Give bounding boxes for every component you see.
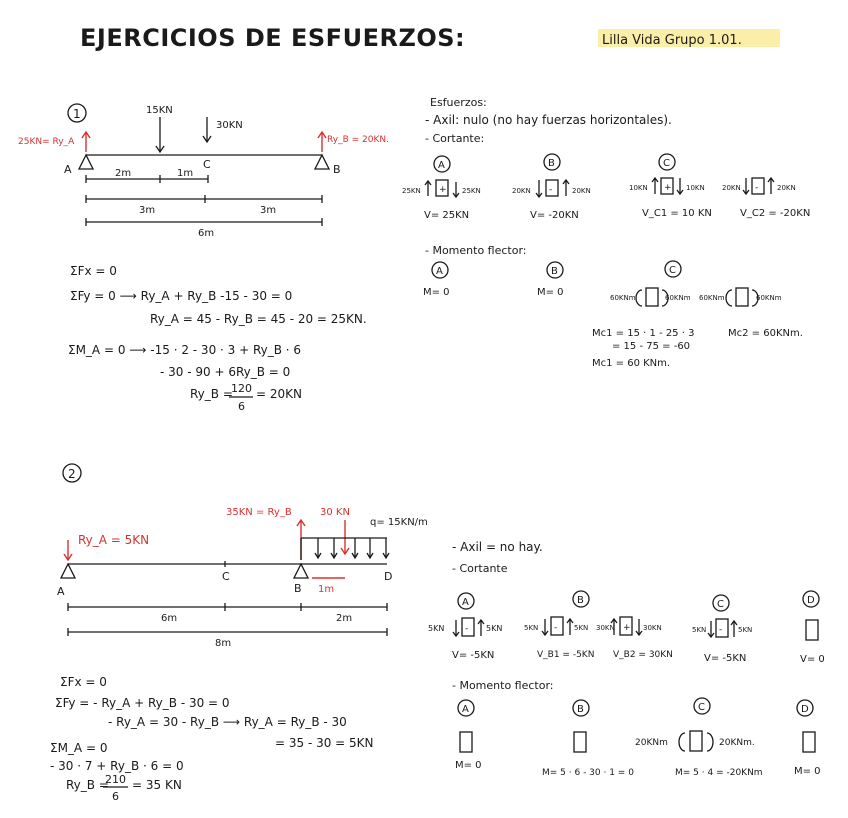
dim-2m: 2m — [115, 168, 132, 179]
svg-text:V= 25KN: V= 25KN — [424, 210, 470, 221]
svg-text:B: B — [577, 704, 584, 715]
page-title: EJERCICIOS DE ESFUERZOS: — [80, 24, 466, 52]
moment-section-a — [423, 262, 450, 298]
svg-text:C: C — [698, 702, 705, 713]
point-a-2: A — [57, 585, 65, 598]
q-label: q= 15KN/m — [370, 517, 428, 528]
eq2-ma-1: - 30 · 7 + Ry_B · 6 = 0 — [50, 759, 184, 773]
svg-text:M= 5 · 4 = -20KNm: M= 5 · 4 = -20KNm — [675, 768, 763, 778]
dim-1m: 1m — [177, 168, 194, 179]
eq-fy-1: ΣFy = 0 ⟶ Ry_A + Ry_B -15 - 30 = 0 — [70, 289, 293, 303]
svg-text:A: A — [462, 704, 469, 715]
point-c-2: C — [222, 570, 230, 583]
svg-text:A: A — [438, 160, 445, 171]
shear2-section-a — [428, 593, 502, 661]
support-a-2 — [61, 564, 75, 578]
shear2-section-b1 — [524, 591, 594, 660]
support-a — [79, 155, 93, 169]
eq-ryb-label: Ry_B = — [190, 387, 233, 401]
eq2-ma-0: ΣM_A = 0 — [50, 741, 108, 755]
svg-text:M= 0: M= 0 — [537, 287, 564, 298]
svg-text:5KN: 5KN — [524, 624, 539, 632]
svg-text:B: B — [577, 595, 584, 606]
eq2-ryb-result: = 35 KN — [132, 778, 182, 792]
svg-text:M= 5 · 6 - 30 · 1 = 0: M= 5 · 6 - 30 · 1 = 0 — [542, 768, 634, 778]
svg-text:-: - — [549, 185, 553, 195]
svg-text:V_C1 = 10 KN: V_C1 = 10 KN — [642, 208, 712, 219]
svg-text:V= -5KN: V= -5KN — [704, 653, 747, 664]
esfuerzos-heading: Esfuerzos: — [430, 96, 487, 109]
svg-text:5KN: 5KN — [574, 624, 589, 632]
svg-text:30KN: 30KN — [596, 624, 615, 632]
mc1-line-2: = 15 - 75 = -60 — [612, 341, 691, 352]
exercise-number-2: 2 — [68, 467, 76, 481]
eq-fy-2: Ry_A = 45 - Ry_B = 45 - 20 = 25KN. — [150, 312, 367, 326]
mc1-result: Mc1 = 60 KNm. — [592, 358, 671, 369]
shear2-section-d — [800, 591, 825, 665]
eq-ma-1: ΣM_A = 0 ⟶ -15 · 2 - 30 · 3 + Ry_B · 6 — [68, 343, 302, 357]
dim-2m-2: 2m — [336, 613, 353, 624]
svg-text:25KN: 25KN — [402, 187, 421, 195]
svg-text:M= 0: M= 0 — [455, 760, 482, 771]
reaction-a-label: 25KN= Ry_A — [18, 137, 75, 147]
dim-3m-right: 3m — [260, 205, 277, 216]
cortante-heading: - Cortante: — [425, 132, 485, 145]
eq2-ryb-label: Ry_B = — [66, 778, 109, 792]
eq2-ryb-num: 210 — [105, 773, 126, 786]
svg-text:-: - — [465, 624, 469, 634]
svg-text:20KNm: 20KNm — [635, 738, 668, 748]
svg-text:B: B — [548, 158, 555, 169]
eq-ryb-num: 120 — [231, 382, 252, 395]
svg-text:+: + — [439, 185, 447, 195]
eq2-fy-2: - Ry_A = 30 - Ry_B ⟶ Ry_A = Ry_B - 30 — [108, 715, 347, 729]
svg-text:5KN: 5KN — [738, 626, 753, 634]
svg-text:+: + — [664, 183, 672, 193]
svg-text:M= 0: M= 0 — [423, 287, 450, 298]
eq2-fy-1: ΣFy = - Ry_A + Ry_B - 30 = 0 — [55, 696, 230, 710]
eq2-fy-3: = 35 - 30 = 5KN — [275, 736, 374, 750]
eq2-ryb-den: 6 — [112, 790, 119, 803]
svg-text:+: + — [623, 623, 631, 633]
shear2-section-b2 — [596, 617, 673, 660]
point-d-2: D — [384, 570, 393, 583]
svg-text:-: - — [719, 625, 723, 635]
moment2-section-c — [635, 698, 763, 778]
shear-section-a — [402, 156, 481, 221]
eq-ryb-result: = 20KN — [256, 387, 302, 401]
svg-text:V_B1 = -5KN: V_B1 = -5KN — [537, 650, 595, 660]
svg-text:-: - — [755, 183, 759, 193]
dim-6m-2: 6m — [161, 613, 178, 624]
dim-3m-left: 3m — [139, 205, 156, 216]
reaction-a2-label: Ry_A = 5KN — [78, 533, 150, 547]
dim-6m: 6m — [198, 228, 215, 239]
svg-text:-: - — [554, 623, 558, 633]
svg-text:10KN: 10KN — [686, 184, 705, 192]
shear2-section-c — [692, 595, 752, 664]
svg-text:D: D — [801, 704, 809, 715]
eq-fx: ΣFx = 0 — [70, 264, 117, 278]
svg-text:20KN: 20KN — [512, 187, 531, 195]
eq-ma-2: - 30 - 90 + 6Ry_B = 0 — [160, 365, 291, 379]
author-name: Lilla Vida Grupo 1.01. — [602, 33, 742, 48]
mc1-line-1: Mc1 = 15 · 1 - 25 · 3 — [592, 328, 695, 339]
moment2-section-d — [794, 700, 821, 777]
shear-section-c1 — [629, 154, 712, 219]
svg-text:60KNm: 60KNm — [665, 294, 691, 302]
svg-text:V_C2 = -20KN: V_C2 = -20KN — [740, 208, 811, 219]
svg-text:B: B — [551, 266, 558, 277]
cortante-heading-2: - Cortante — [452, 562, 508, 575]
svg-text:5KN: 5KN — [692, 626, 707, 634]
dim-8m-2: 8m — [215, 638, 232, 649]
point-a: A — [64, 163, 72, 176]
svg-text:60KNm: 60KNm — [610, 294, 636, 302]
load-15-label: 15KN — [146, 105, 173, 116]
svg-text:A: A — [462, 597, 469, 608]
svg-text:20KN: 20KN — [777, 184, 796, 192]
eq-ryb-den: 6 — [238, 400, 245, 413]
load-30-label-2: 30 KN — [320, 507, 350, 518]
axil-text-2: - Axil = no hay. — [452, 540, 543, 554]
svg-text:10KN: 10KN — [629, 184, 648, 192]
svg-text:C: C — [717, 599, 724, 610]
svg-text:60KNm: 60KNm — [756, 294, 782, 302]
svg-text:C: C — [669, 265, 676, 276]
svg-text:5KN: 5KN — [486, 624, 503, 633]
reaction-b2-label: 35KN = Ry_B — [226, 507, 292, 518]
svg-text:V= -20KN: V= -20KN — [530, 210, 579, 221]
svg-text:A: A — [436, 266, 443, 277]
dim-1m-2: 1m — [318, 584, 335, 595]
svg-text:20KN: 20KN — [722, 184, 741, 192]
point-b-2: B — [294, 582, 302, 595]
exercise-number: 1 — [73, 107, 81, 121]
point-c: C — [203, 158, 211, 171]
point-b: B — [333, 163, 341, 176]
moment2-section-a — [455, 700, 482, 771]
svg-text:5KN: 5KN — [428, 624, 445, 633]
support-b-2 — [294, 564, 308, 578]
eq2-fx: ΣFx = 0 — [60, 675, 107, 689]
svg-text:20KN: 20KN — [572, 187, 591, 195]
momento-heading-2: - Momento flector: — [452, 679, 554, 692]
svg-text:20KNm.: 20KNm. — [719, 738, 755, 748]
svg-text:V_B2 = 30KN: V_B2 = 30KN — [613, 650, 673, 660]
moment-section-b — [537, 262, 564, 298]
shear-section-c2 — [722, 178, 810, 219]
mc2-result: Mc2 = 60KNm. — [728, 328, 803, 339]
svg-text:C: C — [663, 158, 670, 169]
reaction-b-label: Ry_B = 20KN. — [327, 135, 389, 145]
svg-text:25KN: 25KN — [462, 187, 481, 195]
svg-text:V= 0: V= 0 — [800, 654, 825, 665]
svg-text:60KNm: 60KNm — [699, 294, 725, 302]
support-b — [315, 155, 329, 169]
moment2-section-b — [542, 700, 634, 778]
load-30-label: 30KN — [216, 120, 243, 131]
svg-text:30KN: 30KN — [643, 624, 662, 632]
moment-section-c — [610, 261, 782, 306]
shear-section-b — [512, 154, 591, 221]
svg-text:V= -5KN: V= -5KN — [452, 650, 495, 661]
axil-text: - Axil: nulo (no hay fuerzas horizontales). — [425, 113, 672, 127]
svg-text:D: D — [807, 595, 815, 606]
svg-text:M= 0: M= 0 — [794, 766, 821, 777]
momento-heading: - Momento flector: — [425, 244, 527, 257]
